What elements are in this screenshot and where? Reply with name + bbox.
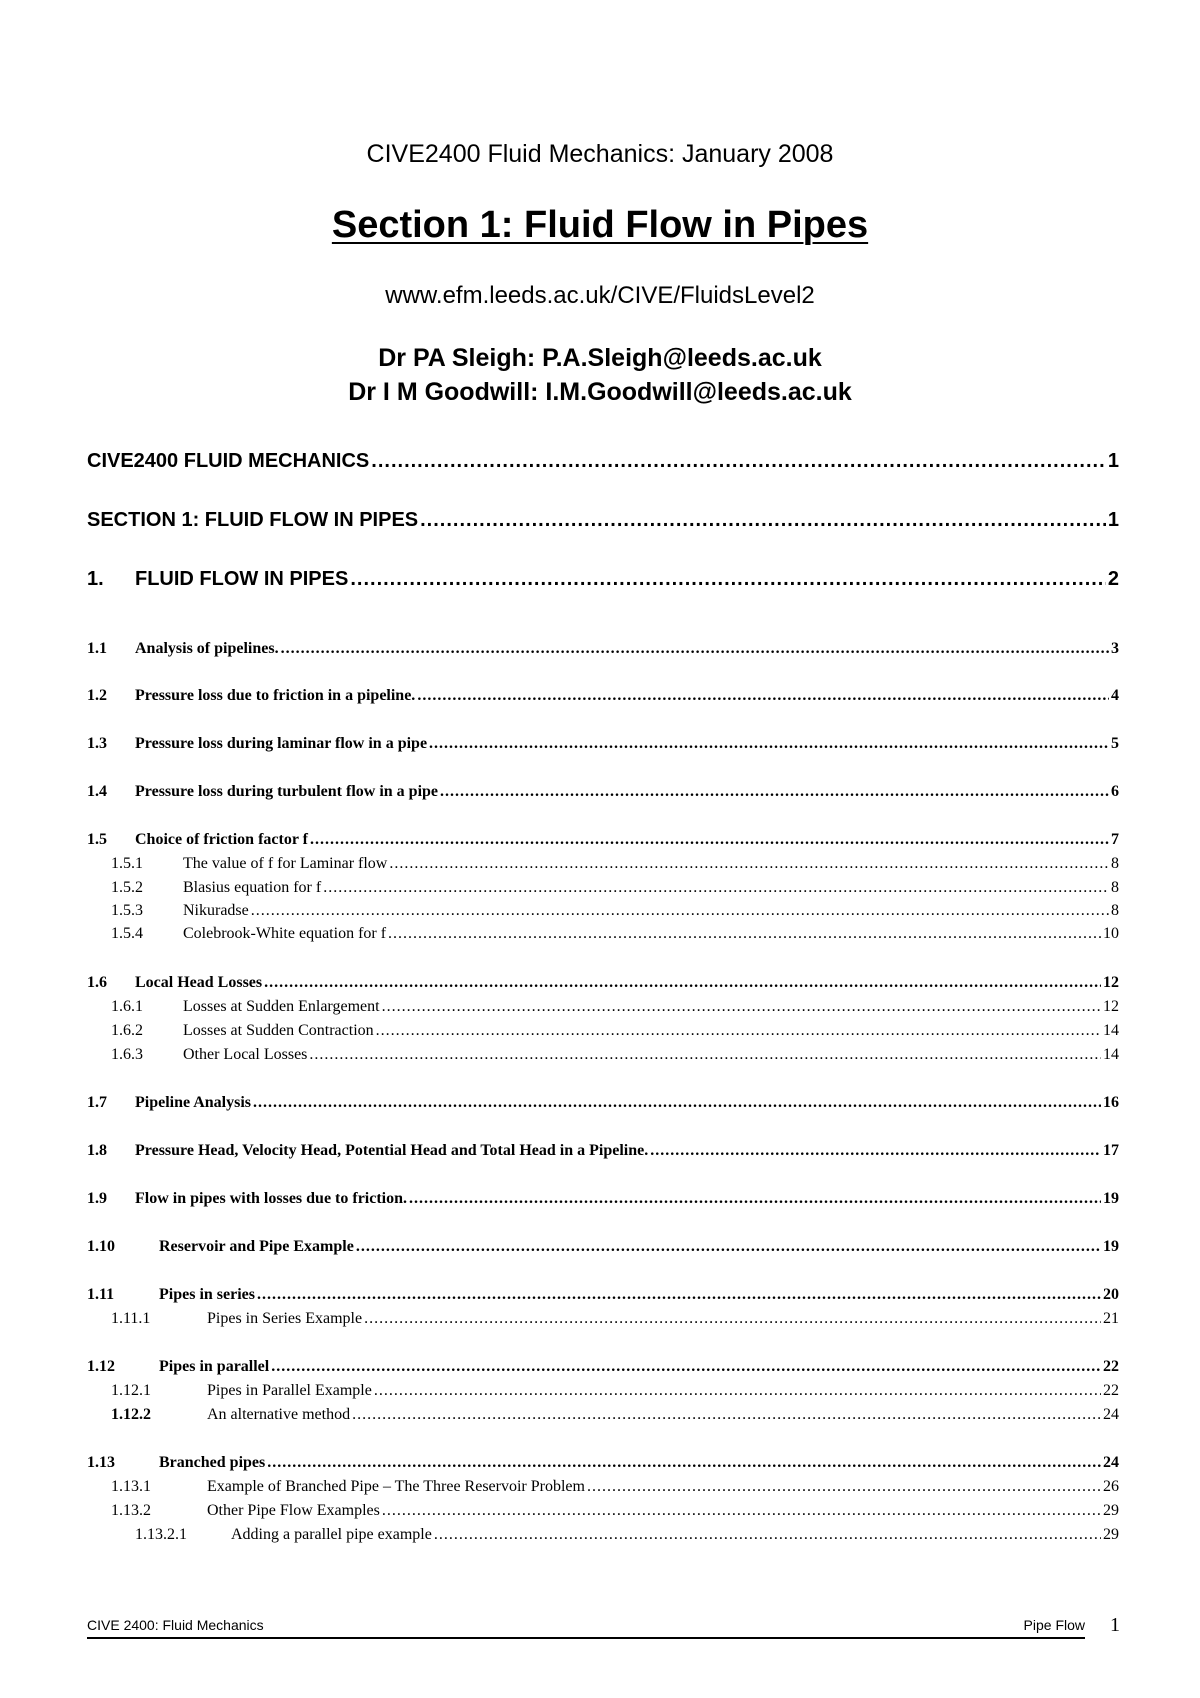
toc-number: 1.6.2 xyxy=(111,1022,143,1039)
toc-number: 1.12 xyxy=(87,1358,115,1375)
toc-number: 1.9 xyxy=(87,1190,107,1207)
toc-page: 2 xyxy=(1107,568,1119,590)
toc-page: 17 xyxy=(1103,1142,1119,1159)
toc-entry[interactable] xyxy=(87,1286,1119,1304)
toc-leader xyxy=(350,568,1106,591)
toc-title: Local Head Losses xyxy=(135,974,263,991)
toc-page: 8 xyxy=(1111,879,1119,896)
toc-page: 3 xyxy=(1111,640,1119,657)
toc-leader xyxy=(364,1310,1101,1328)
toc-number: 1.5.3 xyxy=(111,902,143,919)
footer-course: CIVE 2400: Fluid Mechanics xyxy=(87,1617,264,1633)
toc-page: 22 xyxy=(1103,1358,1119,1375)
toc-entry[interactable] xyxy=(111,1406,1119,1424)
toc-number: 1.5 xyxy=(87,831,107,848)
toc-leader xyxy=(374,1382,1101,1400)
toc-entry[interactable] xyxy=(87,783,1119,801)
toc-entry[interactable] xyxy=(87,831,1119,849)
section-title: Section 1: Fluid Flow in Pipes xyxy=(331,204,869,246)
toc-title: Pressure loss during turbulent flow in a pipe xyxy=(135,783,439,800)
toc-leader xyxy=(323,879,1109,897)
toc-number: 1.6.1 xyxy=(111,998,143,1015)
toc-page: 1 xyxy=(1107,450,1119,472)
toc-page: 20 xyxy=(1103,1286,1119,1303)
toc-entry[interactable] xyxy=(87,687,1119,705)
toc-number: 1.11 xyxy=(87,1286,115,1303)
toc-title: Adding a parallel pipe example xyxy=(231,1526,432,1543)
toc-page: 6 xyxy=(1111,783,1119,800)
toc-number: 1.5.2 xyxy=(111,879,143,896)
toc-entry[interactable] xyxy=(87,1238,1119,1256)
toc-leader xyxy=(253,1094,1101,1112)
toc-number: 1.11.1 xyxy=(111,1310,151,1327)
toc-page: 12 xyxy=(1103,998,1119,1015)
toc-leader xyxy=(371,450,1106,473)
toc-entry[interactable] xyxy=(111,1502,1119,1520)
toc-entry[interactable] xyxy=(87,568,1119,591)
toc-number: 1.13.1 xyxy=(111,1478,151,1495)
toc-entry[interactable] xyxy=(111,998,1119,1016)
toc-leader xyxy=(267,1454,1101,1472)
toc-number: 1.4 xyxy=(87,783,107,800)
toc-number: 1. xyxy=(87,568,104,590)
author-2: Dr I M Goodwill: I.M.Goodwill@leeds.ac.uk xyxy=(348,378,852,406)
toc-title: Colebrook-White equation for f xyxy=(183,925,387,942)
toc-entry[interactable] xyxy=(111,1046,1119,1064)
toc-leader xyxy=(417,687,1109,705)
toc-page: 21 xyxy=(1103,1310,1119,1327)
toc-number: 1.2 xyxy=(87,687,107,704)
toc-leader xyxy=(264,974,1101,992)
toc-number: 1.8 xyxy=(87,1142,107,1159)
toc-title: Example of Branched Pipe – The Three Reservoir Problem xyxy=(207,1478,585,1495)
toc-number: 1.13 xyxy=(87,1454,115,1471)
toc-title: Pipes in parallel xyxy=(159,1358,270,1375)
toc-leader xyxy=(309,1046,1101,1064)
toc-number: 1.5.4 xyxy=(111,925,143,942)
toc-page: 12 xyxy=(1103,974,1119,991)
toc-leader xyxy=(382,998,1101,1016)
toc-page: 24 xyxy=(1103,1454,1119,1471)
toc-title: Pipeline Analysis xyxy=(135,1094,252,1111)
toc-title: Pressure Head, Velocity Head, Potential Head and Total Head in a Pipeline. xyxy=(135,1142,649,1159)
toc-title: Losses at Sudden Contraction xyxy=(183,1022,374,1039)
toc-leader xyxy=(409,1190,1101,1208)
course-title: CIVE2400 Fluid Mechanics: January 2008 xyxy=(366,140,834,168)
toc-entry[interactable] xyxy=(111,879,1119,897)
toc-leader xyxy=(257,1286,1101,1304)
toc-page: 7 xyxy=(1111,831,1119,848)
toc-entry[interactable] xyxy=(87,735,1119,753)
toc-leader xyxy=(376,1022,1101,1040)
footer-topic: Pipe Flow xyxy=(1023,1617,1085,1633)
toc-title: Pressure loss due to friction in a pipeline. xyxy=(135,687,416,704)
toc-page: 26 xyxy=(1103,1478,1119,1495)
toc-entry[interactable] xyxy=(111,855,1119,873)
page-footer xyxy=(87,1615,1085,1639)
toc-title: SECTION 1: FLUID FLOW IN PIPES xyxy=(87,509,419,531)
toc-title: Pipes in Parallel Example xyxy=(207,1382,372,1399)
author-1: Dr PA Sleigh: P.A.Sleigh@leeds.ac.uk xyxy=(378,344,822,372)
toc-entry[interactable] xyxy=(87,1142,1119,1160)
toc-page: 29 xyxy=(1103,1526,1119,1543)
toc-title: Pipes in series xyxy=(159,1286,255,1303)
toc-number: 1.12.2 xyxy=(111,1406,151,1423)
toc-title: Nikuradse xyxy=(183,902,249,919)
toc-title: Flow in pipes with losses due to friction. xyxy=(135,1190,408,1207)
toc-title: FLUID FLOW IN PIPES xyxy=(135,568,349,590)
toc-title: Pressure loss during laminar flow in a pipe xyxy=(135,735,428,752)
toc-entry[interactable] xyxy=(87,1454,1119,1472)
toc-page: 22 xyxy=(1103,1382,1119,1399)
toc-leader xyxy=(310,831,1109,849)
toc-entry[interactable] xyxy=(87,509,1119,532)
toc-number: 1.13.2.1 xyxy=(135,1526,187,1543)
toc-number: 1.13.2 xyxy=(111,1502,151,1519)
toc-number: 1.1 xyxy=(87,640,107,657)
toc-title: The value of f for Laminar flow xyxy=(183,855,388,872)
toc-leader xyxy=(281,640,1109,658)
toc-entry[interactable] xyxy=(111,1382,1119,1400)
toc-entry[interactable] xyxy=(111,902,1119,920)
toc-leader xyxy=(352,1406,1101,1424)
toc-title: Other Pipe Flow Examples xyxy=(207,1502,380,1519)
toc-number: 1.7 xyxy=(87,1094,107,1111)
toc-entry[interactable] xyxy=(111,1310,1119,1328)
toc-leader xyxy=(388,925,1101,943)
toc-title: Reservoir and Pipe Example xyxy=(159,1238,354,1255)
toc-leader xyxy=(389,855,1109,873)
toc-title: CIVE2400 FLUID MECHANICS xyxy=(87,450,370,472)
toc-page: 19 xyxy=(1103,1190,1119,1207)
toc-title: Choice of friction factor f xyxy=(135,831,308,848)
toc-leader xyxy=(251,902,1109,920)
toc-page: 1 xyxy=(1107,509,1119,531)
toc-page: 5 xyxy=(1111,735,1119,752)
toc-page: 10 xyxy=(1103,925,1119,942)
toc-leader xyxy=(382,1502,1101,1520)
toc-page: 4 xyxy=(1111,687,1119,704)
toc-title: Other Local Losses xyxy=(183,1046,308,1063)
toc-leader xyxy=(434,1526,1101,1544)
toc-page: 24 xyxy=(1103,1406,1119,1423)
toc-title: Branched pipes xyxy=(159,1454,266,1471)
toc-page: 16 xyxy=(1103,1094,1119,1111)
toc-number: 1.3 xyxy=(87,735,107,752)
toc-number: 1.10 xyxy=(87,1238,115,1255)
toc-page: 8 xyxy=(1111,855,1119,872)
toc-page: 29 xyxy=(1103,1502,1119,1519)
toc-title: Analysis of pipelines. xyxy=(135,640,279,657)
toc-entry[interactable] xyxy=(87,1190,1119,1208)
page-number: 1 xyxy=(1110,1614,1120,1636)
toc-leader xyxy=(420,509,1106,532)
toc-leader xyxy=(587,1478,1101,1496)
toc-title: Losses at Sudden Enlargement xyxy=(183,998,380,1015)
toc-entry[interactable] xyxy=(87,450,1119,473)
toc-number: 1.6 xyxy=(87,974,107,991)
toc-number: 1.5.1 xyxy=(111,855,143,872)
toc-page: 14 xyxy=(1103,1022,1119,1039)
toc-page: 14 xyxy=(1103,1046,1119,1063)
toc-page: 19 xyxy=(1103,1238,1119,1255)
toc-number: 1.12.1 xyxy=(111,1382,151,1399)
toc-leader xyxy=(271,1358,1101,1376)
toc-entry[interactable] xyxy=(87,1094,1119,1112)
toc-page: 8 xyxy=(1111,902,1119,919)
toc-leader xyxy=(429,735,1109,753)
toc-title: Blasius equation for f xyxy=(183,879,322,896)
toc-entry[interactable] xyxy=(111,1478,1119,1496)
toc-entry[interactable] xyxy=(111,925,1119,943)
toc-leader xyxy=(440,783,1109,801)
toc-leader xyxy=(356,1238,1101,1256)
toc-leader xyxy=(650,1142,1101,1160)
toc-entry[interactable] xyxy=(87,974,1119,992)
website-url: www.efm.leeds.ac.uk/CIVE/FluidsLevel2 xyxy=(385,282,815,309)
toc-entry[interactable] xyxy=(87,1358,1119,1376)
toc-title: An alternative method xyxy=(207,1406,351,1423)
toc-entry[interactable] xyxy=(111,1022,1119,1040)
toc-number: 1.6.3 xyxy=(111,1046,143,1063)
toc-entry[interactable] xyxy=(135,1526,1119,1544)
toc-title: Pipes in Series Example xyxy=(207,1310,363,1327)
toc-entry[interactable] xyxy=(87,640,1119,658)
